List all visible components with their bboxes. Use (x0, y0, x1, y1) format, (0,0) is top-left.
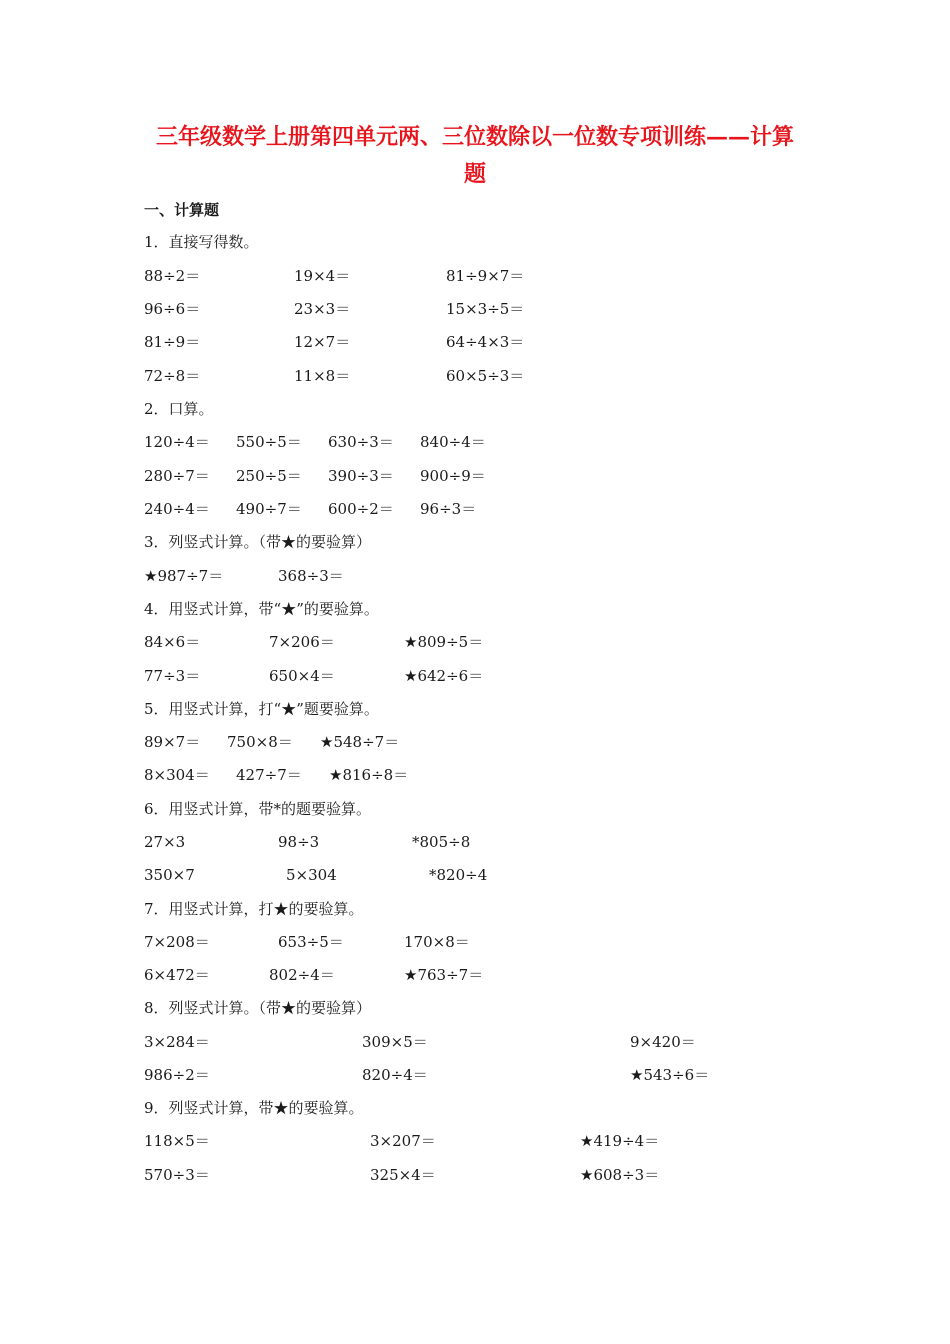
problem: 88÷2＝ (144, 267, 201, 285)
problem: 570÷3＝ (144, 1166, 210, 1184)
problem: 96÷3＝ (420, 500, 477, 518)
problem: ★548÷7＝ (320, 733, 400, 751)
problem: 490÷7＝ (236, 500, 302, 518)
problem: 600÷2＝ (328, 500, 394, 518)
problem: 427÷7＝ (236, 766, 302, 784)
problem: 81÷9＝ (144, 333, 201, 351)
question-8-prompt: 8．列竖式计算。（带★的要验算） (144, 999, 372, 1017)
problem: 325×4＝ (370, 1166, 436, 1184)
problem: 7×206＝ (269, 633, 335, 651)
document-title-line-1: 三年级数学上册第四单元两、三位数除以一位数专项训练——计算 (155, 124, 794, 150)
problem: 350×7 (144, 866, 195, 884)
problem: 23×3＝ (294, 300, 351, 318)
problem: 3×284＝ (144, 1033, 210, 1051)
problem: 170×8＝ (404, 933, 470, 951)
problem: ★608÷3＝ (580, 1166, 660, 1184)
problem: 750×8＝ (227, 733, 293, 751)
question-3-prompt: 3．列竖式计算。（带★的要验算） (144, 533, 372, 551)
problem: 280÷7＝ (144, 467, 210, 485)
problem: ★543÷6＝ (630, 1066, 710, 1084)
problem: 77÷3＝ (144, 667, 201, 685)
problem: 390÷3＝ (328, 467, 394, 485)
problem: 60×5÷3＝ (446, 367, 525, 385)
problem: ★763÷7＝ (404, 966, 484, 984)
problem: 550÷5＝ (236, 433, 302, 451)
question-7-prompt: 7．用竖式计算，打★的要验算。 (144, 900, 364, 918)
problem: 12×7＝ (294, 333, 351, 351)
problem: 900÷9＝ (420, 467, 486, 485)
problem: 650×4＝ (269, 667, 335, 685)
question-4-prompt: 4．用竖式计算，带“★”的要验算。 (144, 600, 379, 618)
problem: 368÷3＝ (278, 567, 344, 585)
problem: 19×4＝ (294, 267, 351, 285)
problem: 98÷3 (278, 833, 320, 851)
problem: 986÷2＝ (144, 1066, 210, 1084)
problem: 96÷6＝ (144, 300, 201, 318)
problem: 5×304 (286, 866, 337, 884)
problem: 9×420＝ (630, 1033, 696, 1051)
problem: 27×3 (144, 833, 186, 851)
problem: 653÷5＝ (278, 933, 344, 951)
problem: 89×7＝ (144, 733, 201, 751)
problem: 120÷4＝ (144, 433, 210, 451)
problem: 72÷8＝ (144, 367, 201, 385)
problem: ★809÷5＝ (404, 633, 484, 651)
problem: 8×304＝ (144, 766, 210, 784)
problem: 3×207＝ (370, 1132, 436, 1150)
question-2-prompt: 2．口算。 (144, 400, 214, 418)
problem: 802÷4＝ (269, 966, 335, 984)
problem: 11×8＝ (294, 367, 351, 385)
problem: 250÷5＝ (236, 467, 302, 485)
problem: 820÷4＝ (362, 1066, 428, 1084)
question-6-prompt: 6．用竖式计算，带*的题要验算。 (144, 800, 372, 818)
section-heading: 一、计算题 (144, 201, 220, 219)
question-5-prompt: 5．用竖式计算，打“★”题要验算。 (144, 700, 379, 718)
problem: *805÷8 (412, 833, 471, 851)
problem: ★419÷4＝ (580, 1132, 660, 1150)
problem: 309×5＝ (362, 1033, 428, 1051)
problem: *820÷4 (429, 866, 488, 884)
problem: 6×472＝ (144, 966, 210, 984)
problem: 840÷4＝ (420, 433, 486, 451)
problem: 15×3÷5＝ (446, 300, 525, 318)
problem: ★642÷6＝ (404, 667, 484, 685)
problem: 81÷9×7＝ (446, 267, 525, 285)
problem: 84×6＝ (144, 633, 201, 651)
document-title-line-2: 题 (463, 161, 486, 187)
problem: 630÷3＝ (328, 433, 394, 451)
problem: 118×5＝ (144, 1132, 210, 1150)
question-9-prompt: 9．列竖式计算，带★的要验算。 (144, 1099, 364, 1117)
problem: 64÷4×3＝ (446, 333, 525, 351)
problem: 240÷4＝ (144, 500, 210, 518)
problem: ★987÷7＝ (144, 567, 224, 585)
problem: ★816÷8＝ (329, 766, 409, 784)
question-1-prompt: 1．直接写得数。 (144, 233, 259, 251)
problem: 7×208＝ (144, 933, 210, 951)
